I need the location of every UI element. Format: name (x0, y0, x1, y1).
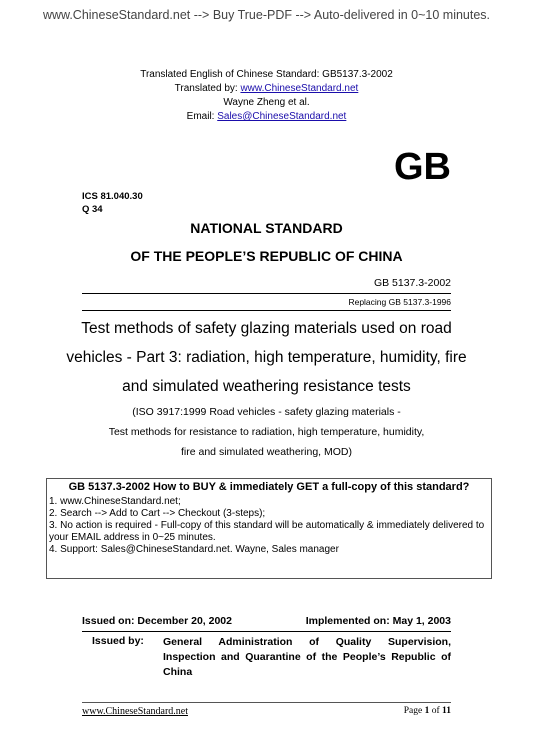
gb-mark: GB (394, 146, 451, 188)
standard-number: GB 5137.3-2002 (373, 277, 451, 289)
translation-source: Translated English of Chinese Standard: GB5137.3-2002 (140, 69, 393, 80)
page-indicator (404, 706, 451, 716)
buy-step-4: 4. Support: Sales@ChineseStandard.net. Wayne, Sales manager (49, 544, 339, 555)
iso-line-3: fire and simulated weathering, MOD) (181, 446, 352, 458)
email-link[interactable]: Sales@ChineseStandard.net (217, 111, 347, 122)
prc-heading: OF THE PEOPLE’S REPUBLIC OF CHINA (130, 248, 403, 264)
buy-step-3: 3. No action is required - Full-copy of this standard will be automatically & immediately delivered to (49, 520, 485, 531)
buy-step-3-cont: your EMAIL address in 0~25 minutes. (49, 532, 216, 543)
buy-step-1: 1. www.ChineseStandard.net; (49, 496, 181, 507)
q-code: Q 34 (82, 204, 103, 215)
translated-by-link[interactable]: www.ChineseStandard.net (240, 83, 359, 94)
replacing-standard: Replacing GB 5137.3-1996 (348, 297, 451, 307)
page-total: 11 (442, 706, 451, 716)
footer-rule (82, 702, 451, 703)
issued-by-text: General Administration of Quality Supervision, Inspection and Quarantine of the People’s Republic of China (163, 636, 451, 678)
title-line-2: vehicles - Part 3: radiation, high temperature, humidity, fire (66, 349, 467, 366)
title-line-3: and simulated weathering resistance tests (122, 378, 411, 395)
translated-by-label: Translated by: (174, 83, 241, 94)
national-standard-heading: NATIONAL STANDARD (190, 220, 343, 236)
email-line (0, 110, 533, 124)
ics-code: ICS 81.040.30 (82, 191, 143, 202)
header-rule (82, 293, 451, 294)
translator: Wayne Zheng et al. (223, 97, 310, 108)
iso-line-1: (ISO 3917:1999 Road vehicles - safety glazing materials - (132, 406, 401, 418)
implemented-on: Implemented on: May 1, 2003 (305, 615, 451, 627)
translated-by (0, 82, 533, 96)
header-rule-2 (82, 310, 451, 311)
issued-by-label: Issued by: (92, 635, 144, 647)
iso-line-2: Test methods for resistance to radiation, high temperature, humidity, (108, 426, 425, 438)
title-line-1: Test methods of safety glazing materials used on road (81, 320, 452, 337)
page-prefix: Page (403, 706, 425, 716)
email-label: Email: (186, 111, 218, 122)
top-banner: www.ChineseStandard.net --> Buy True-PDF --> Auto-delivered in 0~10 minutes. (42, 8, 491, 22)
buy-notice-heading: GB 5137.3-2002 How to BUY & immediately GET a full-copy of this standard? (68, 481, 470, 493)
buy-notice-box (46, 478, 492, 579)
buy-step-2: 2. Search --> Add to Cart --> Checkout (3-steps); (49, 508, 266, 519)
issue-rule (82, 631, 451, 632)
page-number: 1 (424, 706, 430, 716)
issued-on: Issued on: December 20, 2002 (82, 615, 232, 627)
page-of: of (429, 706, 443, 716)
footer-site-link[interactable]: www.ChineseStandard.net (82, 706, 188, 717)
